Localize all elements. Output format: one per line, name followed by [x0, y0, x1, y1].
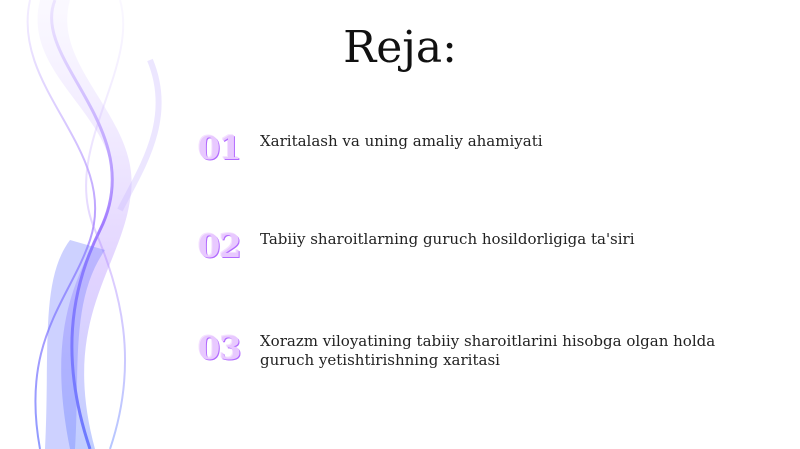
item-text: Tabiiy sharoitlarning guruch hosildorligiga ta'siri — [260, 230, 635, 248]
item-number: 01 — [198, 129, 241, 167]
plan-item-1 — [198, 130, 758, 190]
smoke-ribbon-decoration — [0, 0, 200, 449]
item-text: Xorazm viloyatining tabiiy sharoitlarini hisobga olgan holda guruch yetishtirishning xaritasi — [260, 332, 716, 369]
slide-title: Reja: — [343, 22, 457, 73]
item-text: Xaritalash va uning amaliy ahamiyati — [260, 132, 543, 150]
plan-item-3 — [198, 330, 758, 390]
item-number: 02 — [198, 227, 241, 265]
item-number: 03 — [198, 329, 241, 367]
plan-item-2 — [198, 228, 758, 288]
